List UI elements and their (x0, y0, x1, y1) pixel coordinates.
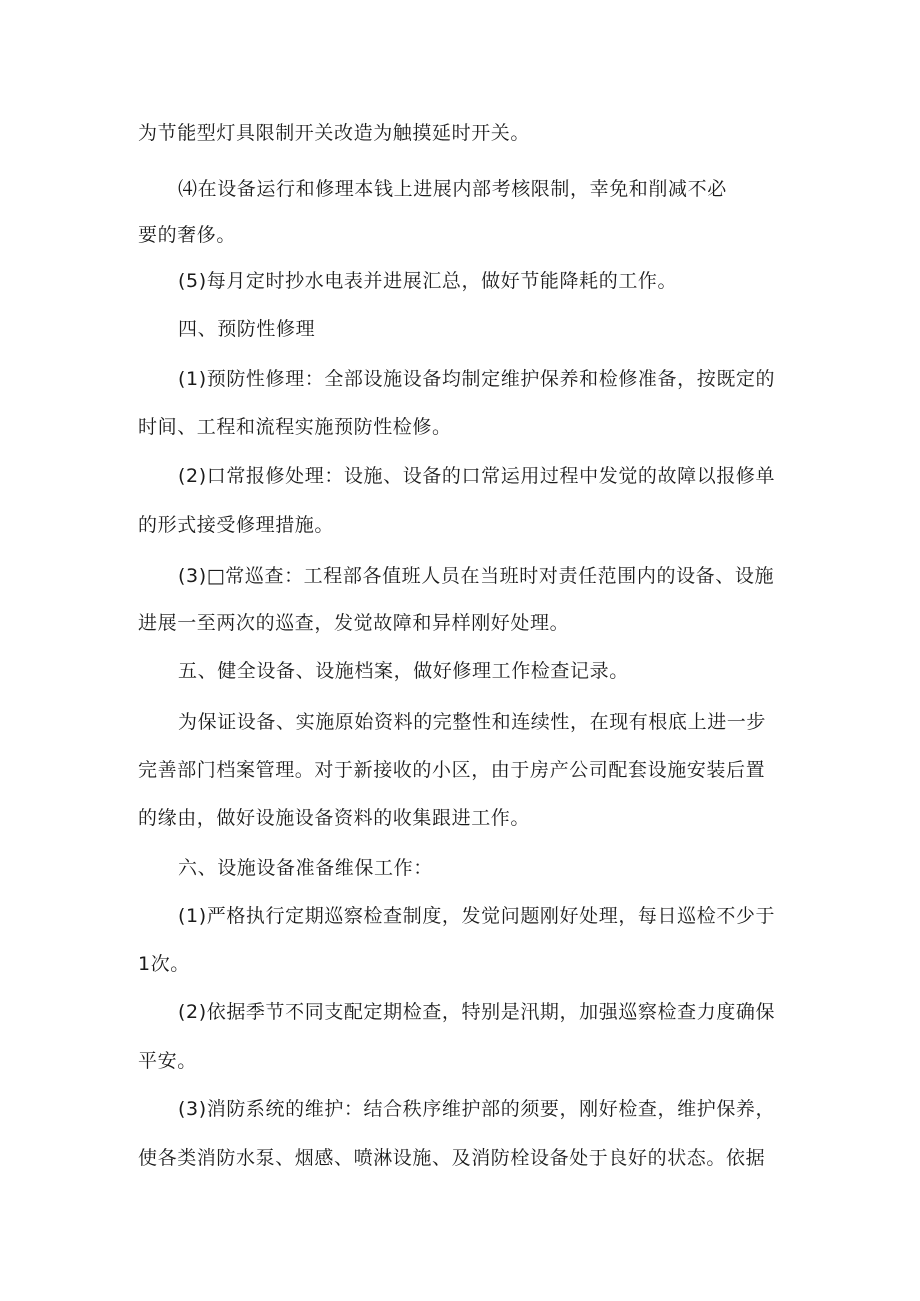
text-line-15: 的缘由，做好设施设备资料的收集跟进工作。 (138, 807, 531, 829)
section-heading-6: 六、设施设备准备维保工作： (178, 857, 433, 879)
text-line-22: 使各类消防水泵、烟感、喷淋设施、及消防栓设备处于良好的状态。依据 (138, 1147, 766, 1169)
section-heading-5: 五、健全设备、设施档案，做好修理工作检查记录。 (178, 660, 629, 682)
text-line-20: 平安。 (138, 1050, 197, 1072)
text-line-7: 时间、工程和流程实施预防性检修。 (138, 416, 452, 438)
text-line-10: (3)□常巡查：工程部各值班人员在当班时对责任范围内的设备、设施 (178, 565, 775, 587)
text-line-3: 要的奢侈。 (138, 224, 237, 246)
text-line-14: 完善部门档案管理。对于新接收的小区，由于房产公司配套设施安装后置 (138, 759, 766, 781)
text-line-18: 1次。 (138, 953, 190, 975)
text-line-13: 为保证设备、实施原始资料的完整性和连续性，在现有根底上进一步 (178, 711, 767, 733)
section-heading-4: 四、预防性修理 (178, 318, 316, 340)
text-line-1: 为节能型灯具限制开关改造为触摸延时开关。 (138, 122, 531, 144)
text-line-8: (2)口常报修处理：设施、设备的口常运用过程中发觉的故障以报修单 (178, 465, 776, 487)
text-line-9: 的形式接受修理措施。 (138, 514, 335, 536)
text-line-17: (1)严格执行定期巡察检查制度，发觉问题刚好处理，每日巡检不少于 (178, 905, 776, 927)
text-line-11: 进展一至两次的巡查，发觉故障和异样刚好处理。 (138, 612, 570, 634)
text-line-6: (1)预防性修理：全部设施设备均制定维护保养和检修准备，按既定的 (178, 368, 776, 390)
text-line-4: (5)每月定时抄水电表并进展汇总，做好节能降耗的工作。 (178, 270, 678, 292)
text-line-19: (2)依据季节不同支配定期检查，特别是汛期，加强巡察检查力度确保 (178, 1001, 776, 1023)
text-line-2: ⑷在设备运行和修理本钱上进展内部考核限制，幸免和削减不必 (178, 178, 727, 200)
text-line-21: (3)消防系统的维护：结合秩序维护部的须要，刚好检查，维护保养， (178, 1098, 776, 1120)
